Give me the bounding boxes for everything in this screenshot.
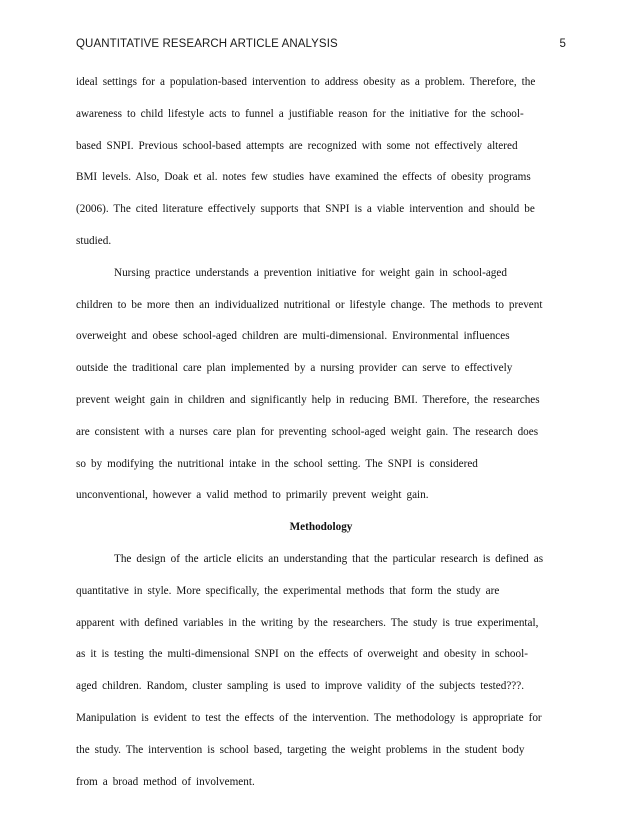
text-line: quantitative in style. More specifically, the experimental methods that form the study are xyxy=(76,584,500,597)
text-line: based SNPI. Previous school-based attempts are recognized with some not effectively altered xyxy=(76,139,518,152)
text-line: studied. xyxy=(76,234,112,247)
running-head xyxy=(76,38,566,54)
text-line: prevent weight gain in children and significantly help in reducing BMI. Therefore, the researches xyxy=(76,393,540,406)
running-head-title: QUANTITATIVE RESEARCH ARTICLE ANALYSIS xyxy=(76,38,338,50)
text-line: overweight and obese school-aged children are multi-dimensional. Environmental influences xyxy=(76,330,510,343)
body-text xyxy=(76,67,566,798)
text-line: awareness to child lifestyle acts to funnel a justifiable reason for the initiative for the school- xyxy=(76,107,524,120)
text-line: children to be more then an individualized nutritional or lifestyle change. The methods to prevent xyxy=(76,298,543,311)
text-line: Manipulation is evident to test the effects of the intervention. The methodology is appropriate for xyxy=(76,711,542,724)
text-line: so by modifying the nutritional intake in the school setting. The SNPI is considered xyxy=(76,457,478,470)
text-line: from a broad method of involvement. xyxy=(76,775,255,788)
text-line: aged children. Random, cluster sampling is used to improve validity of the subjects tested???. xyxy=(76,680,525,693)
text-line: unconventional, however a valid method to primarily prevent weight gain. xyxy=(76,489,429,502)
text-line: are consistent with a nurses care plan for preventing school-aged weight gain. The research does xyxy=(76,425,539,438)
page-number: 5 xyxy=(559,38,566,50)
text-line: apparent with defined variables in the writing by the researchers. The study is true experimental, xyxy=(76,616,539,629)
text-line: (2006). The cited literature effectively supports that SNPI is a viable intervention and should be xyxy=(76,203,535,216)
text-line: the study. The intervention is school based, targeting the weight problems in the student body xyxy=(76,743,525,756)
text-line: ideal settings for a population-based intervention to address obesity as a problem. Therefore, the xyxy=(76,76,536,88)
text-line: Nursing practice understands a prevention initiative for weight gain in school-aged xyxy=(114,266,507,279)
text-line: The design of the article elicits an understanding that the particular research is defined as xyxy=(114,552,544,565)
section-heading: Methodology xyxy=(289,521,353,534)
text-line: as it is testing the multi-dimensional SNPI on the effects of overweight and obesity in school- xyxy=(76,648,528,661)
text-line: BMI levels. Also, Doak et al. notes few studies have examined the effects of obesity programs xyxy=(76,171,531,184)
text-line: outside the traditional care plan implemented by a nursing provider can serve to effectively xyxy=(76,362,513,375)
